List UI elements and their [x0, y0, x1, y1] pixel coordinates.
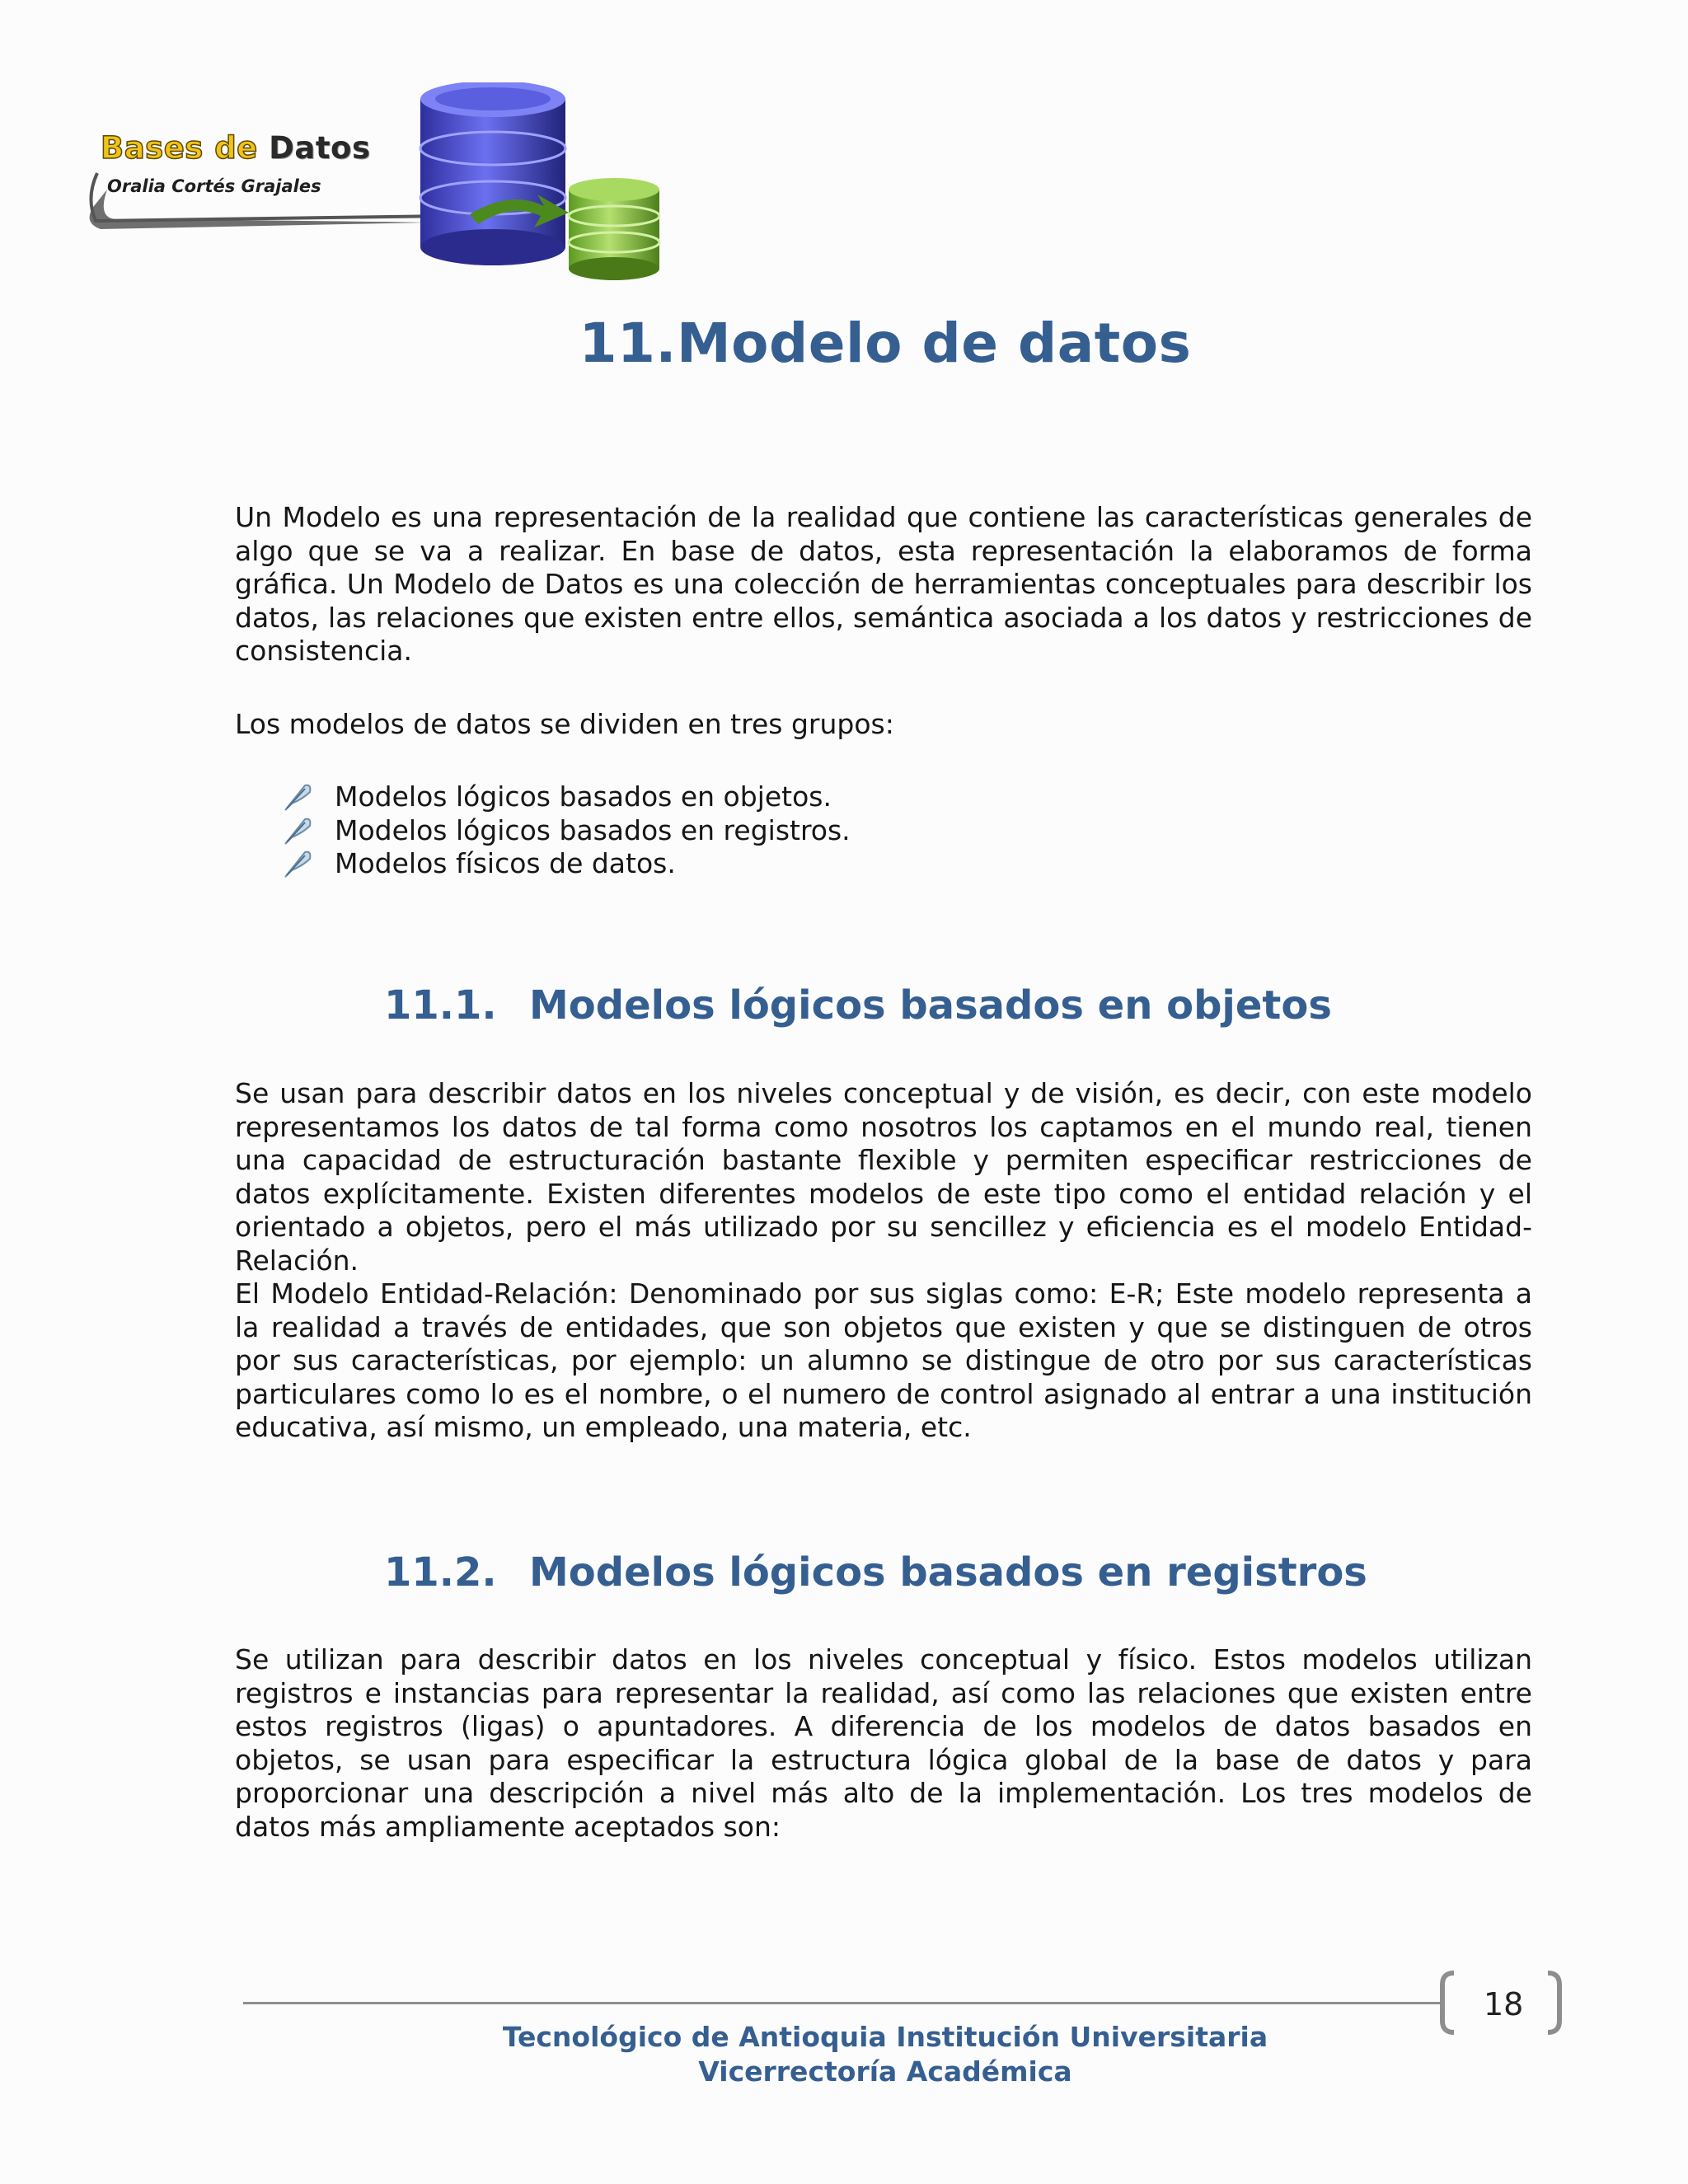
section-number: 11.2. [384, 1549, 497, 1596]
section-heading-11-2 [384, 1549, 1367, 1596]
section-heading-11-1 [384, 982, 1332, 1029]
page-number: 18 [1484, 1986, 1524, 2022]
list-item-text: Modelos físicos de datos. [335, 847, 676, 879]
list-item [280, 780, 851, 814]
footer-divider [243, 2002, 1442, 2004]
groups-list [280, 780, 851, 881]
logo-author: Oralia Cortés Grajales [107, 176, 321, 196]
quill-bullet-icon [280, 816, 315, 846]
logo-title: Bases de Datos [101, 130, 371, 166]
logo [82, 82, 676, 288]
section-number: 11.1. [384, 982, 497, 1029]
quill-bullet-icon [280, 849, 315, 879]
section-11-1-paragraph-1: Se usan para describir datos en los niveles conceptual y de visión, es decir, con este modelo representamos los datos de tal forma como nosotros los captamos en el mundo real, tienen una capacidad de estructuración bastante flexible y permiten especificar restricciones de datos explícitamente. Existen diferentes modelos de este tipo como el entidad relación y el orientado a objetos, pero el más utilizado por su sencillez y eficiencia es el modelo Entidad-Relación. [235, 1077, 1532, 1277]
footer-institution: Tecnológico de Antioquia Institución Universitaria [502, 2021, 1268, 2053]
list-item-text: Modelos lógicos basados en objetos. [335, 780, 832, 813]
quill-bullet-icon [280, 782, 315, 812]
page-title: 11.Modelo de datos [579, 312, 1192, 375]
section-11-1-paragraph-2: El Modelo Entidad-Relación: Denominado por sus siglas como: E-R; Este modelo representa a la realidad a través de entidades, que son objetos que existen y que se distinguen de otros por sus características, por ejemplo: un alumno se distingue de otro por sus características particulares como lo es el nombre, o el numero de control asignado al entrar a una institución educativa, así mismo, un empleado, una materia, etc. [235, 1277, 1532, 1443]
list-item [280, 814, 851, 848]
section-title: Modelos lógicos basados en registros [529, 1549, 1367, 1596]
list-item [280, 847, 851, 881]
list-item-text: Modelos lógicos basados en registros. [335, 813, 851, 846]
section-11-2-paragraph-1: Se utilizan para describir datos en los niveles conceptual y físico. Estos modelos utilizan registros e instancias para representar la realidad, así como las relaciones que existen entre estos registros (ligas) o apuntadores. A diferencia de los modelos de datos basados en objetos, se usan para especificar la estructura lógica global de la base de datos y para proporcionar una descripción a nivel más alto de la implementación. Los tres modelos de datos más ampliamente aceptados son: [235, 1643, 1532, 1843]
intro-paragraph: Un Modelo es una representación de la realidad que contiene las características generales de algo que se va a realizar. En base de datos, esta representación la elaboramos de forma gráfica. Un Modelo de Datos es una colección de herramientas conceptuales para describir los datos, las relaciones que existen entre ellos, semántica asociada a los datos y restricciones de consistencia. [235, 501, 1532, 667]
footer-department: Vicerrectoría Académica [698, 2055, 1072, 2088]
groups-intro: Los modelos de datos se dividen en tres grupos: [235, 708, 894, 740]
section-title: Modelos lógicos basados en objetos [529, 982, 1332, 1029]
